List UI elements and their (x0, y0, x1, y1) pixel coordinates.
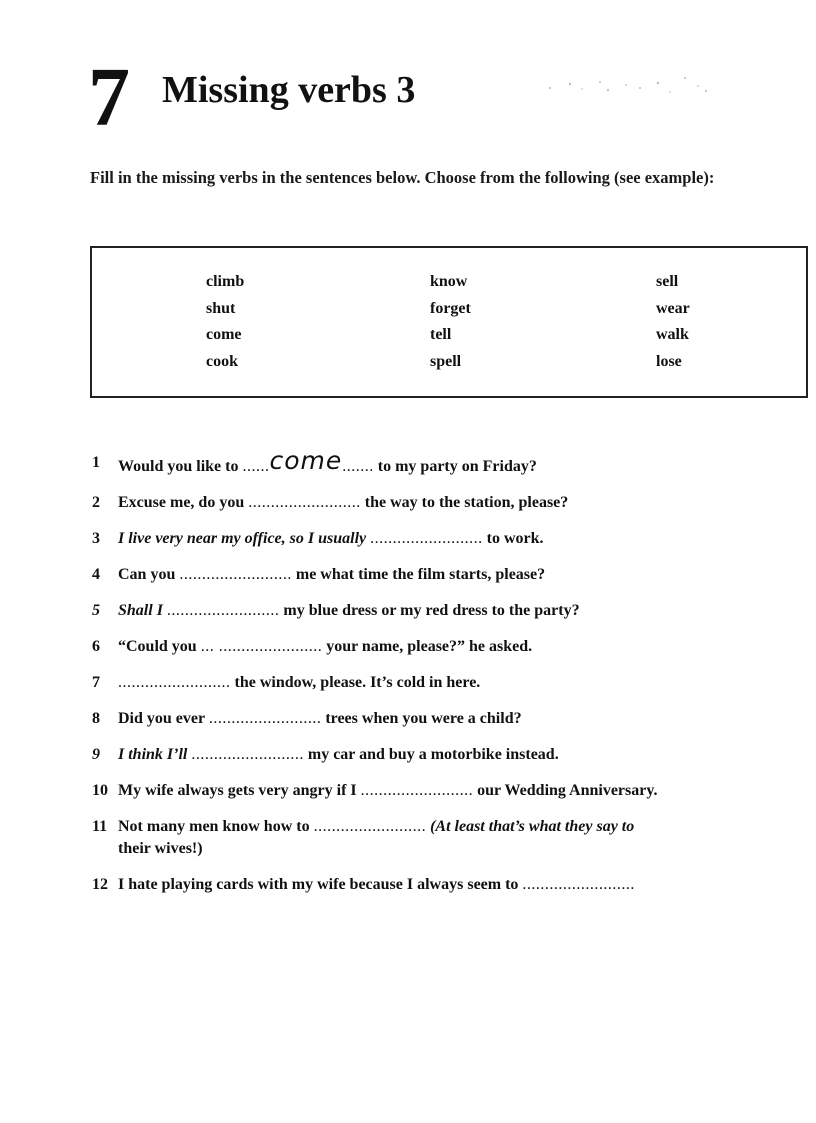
sentence-text: my car and buy a motorbike instead. (303, 746, 559, 763)
sentence-text: the window, please. It’s cold in here. (230, 674, 481, 691)
sentence-10 (92, 780, 812, 802)
sentence-2 (92, 492, 812, 514)
word: lose (656, 352, 682, 370)
word: sell (656, 273, 679, 290)
blank[interactable]: ...... (242, 458, 270, 475)
sentence-text: to my party on Friday? (373, 458, 537, 475)
sentence-9 (92, 744, 812, 766)
sentence-number: 7 (92, 674, 100, 691)
sentence-text: trees when you were a child? (321, 710, 522, 727)
sentence-text: the way to the station, please? (360, 494, 569, 511)
sentence-text: Did you ever (118, 710, 209, 727)
sentence-6 (92, 636, 812, 658)
word-grid (206, 270, 766, 373)
word: wear (656, 299, 690, 317)
sentence-text: my blue dress or my red dress to the party? (279, 602, 580, 619)
sentence-text: Shall I (118, 602, 167, 619)
sentence-number: 4 (92, 566, 100, 583)
sentence-text: I live very near my office, so I usually (118, 530, 371, 547)
blank[interactable]: ....... (342, 458, 374, 475)
blank[interactable]: ......................... (360, 782, 474, 799)
sentence-text: Not many men know how to (118, 818, 314, 835)
sentence-12 (92, 874, 812, 896)
word: shut (206, 299, 236, 317)
sentence-number: 6 (92, 638, 100, 655)
sentence-text: to work. (482, 530, 544, 547)
word: cook (206, 352, 238, 370)
sentence-text: Would you like to (118, 458, 243, 475)
sentence-number: 9 (92, 746, 100, 763)
sentence-text: your name, please?” he asked. (322, 638, 533, 655)
sentence-text: Can you (118, 566, 180, 583)
blank[interactable]: ......................... (313, 818, 427, 835)
instructions: Fill in the missing verbs in the sentences below. Choose from the following (see example): (90, 168, 715, 187)
sentence-3 (92, 528, 812, 550)
sentence-number: 12 (92, 876, 108, 893)
word: tell (430, 326, 452, 343)
sentence-7 (92, 672, 812, 694)
blank[interactable]: ......................... (370, 530, 483, 547)
sentence-number: 1 (92, 454, 100, 471)
example-answer: come (269, 446, 343, 475)
blank[interactable]: ......................... (191, 746, 304, 763)
word: know (430, 273, 468, 290)
sentence-8 (92, 708, 812, 730)
sentence-list (92, 446, 812, 910)
sentence-1 (92, 446, 812, 478)
scan-smudge (530, 70, 730, 100)
blank[interactable]: ......................... (179, 566, 292, 583)
word: walk (656, 326, 689, 343)
sentence-text: our Wedding Anniversary. (473, 782, 658, 799)
word-box (90, 246, 808, 398)
sentence-text: me what time the film starts, please? (291, 566, 546, 583)
sentence-number: 8 (92, 710, 100, 727)
blank[interactable]: ... ....................... (200, 638, 323, 655)
word: forget (430, 299, 471, 317)
sentence-text: Excuse me, do you (118, 494, 249, 511)
blank[interactable]: ......................... (522, 876, 635, 893)
sentence-4 (92, 564, 812, 586)
sentence-number: 10 (92, 782, 108, 799)
word: spell (430, 352, 462, 370)
blank[interactable]: ......................... (208, 710, 322, 727)
unit-number: 7 (88, 51, 130, 144)
sentence-number: 3 (92, 530, 100, 547)
word: climb (206, 273, 245, 290)
sentence-number: 11 (92, 818, 108, 835)
sentence-number: 2 (92, 494, 100, 511)
sentence-5 (92, 600, 812, 622)
sentence-text: (At least that’s what they say to (426, 818, 635, 835)
sentence-11 (92, 816, 812, 860)
blank[interactable]: ......................... (248, 494, 361, 511)
blank[interactable]: ......................... (166, 602, 280, 619)
sentence-text: I think I’ll (118, 746, 192, 763)
sentence-text: My wife always gets very angry if I (118, 782, 361, 799)
blank[interactable]: ......................... (118, 674, 231, 691)
word: come (206, 326, 242, 343)
sentence-text: “Could you (118, 638, 201, 655)
page-title: Missing verbs 3 (162, 69, 416, 111)
sentence-text: I hate playing cards with my wife because I always seem to (118, 876, 523, 893)
sentence-text: their wives!) (118, 840, 203, 857)
sentence-number: 5 (92, 602, 100, 619)
